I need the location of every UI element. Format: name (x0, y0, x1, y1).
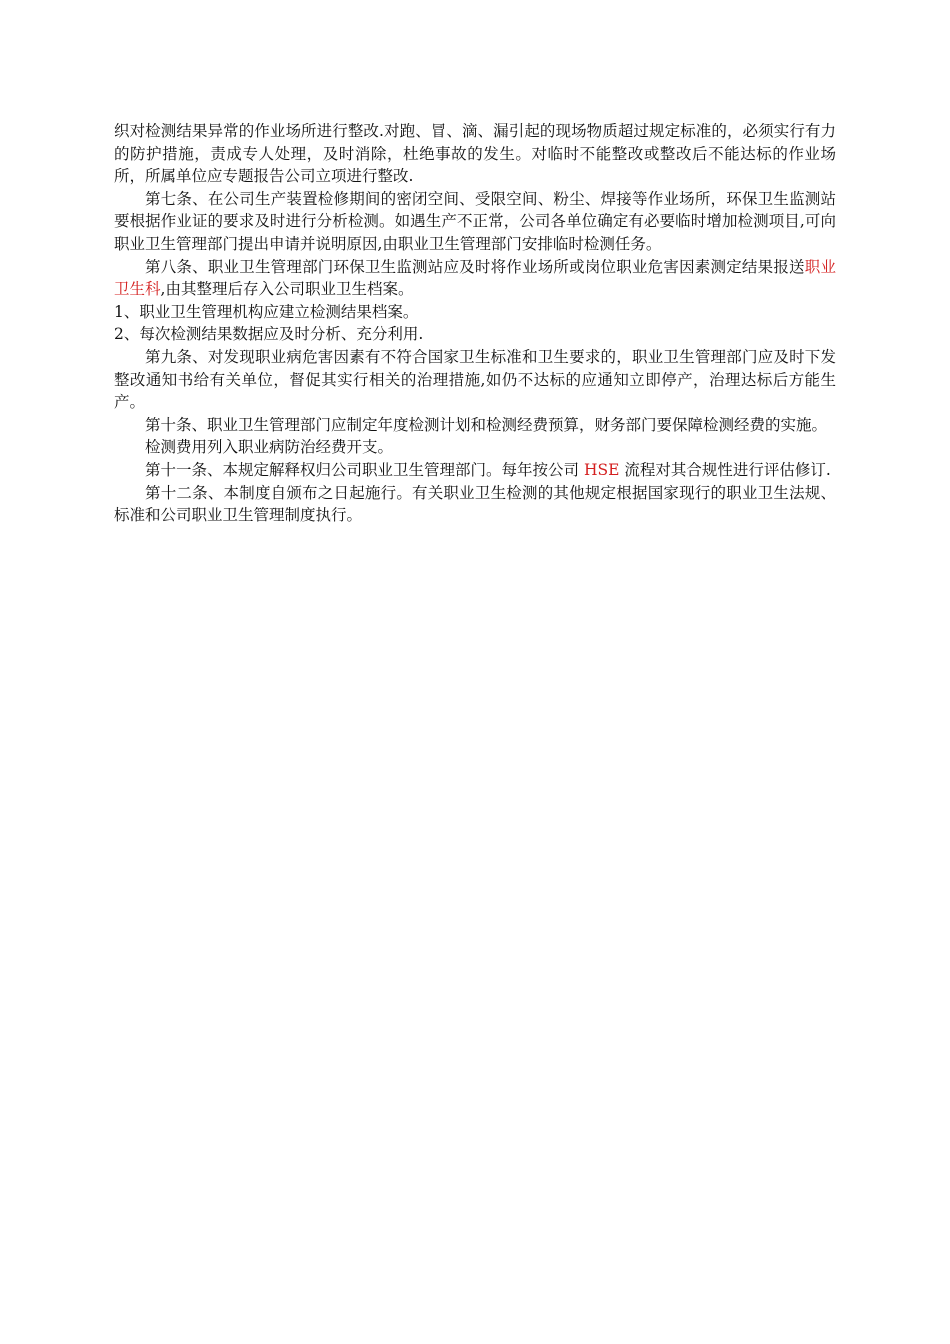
hse-highlight: HSE (583, 460, 620, 479)
article-10-note: 检测费用列入职业病防治经费开支。 (145, 438, 394, 457)
article-10: 第十条、职业卫生管理部门应制定年度检测计划和检测经费预算，财务部门要保障检测经费的实施。 (145, 415, 828, 434)
article-8-text-b: ,由其整理后存入公司职业卫生档案。 (160, 280, 414, 299)
article-8-text-a: 第八条、职业卫生管理部门环保卫生监测站应及时将作业场所或岗位职业危害因素测定结果报送 (145, 257, 805, 276)
document-body (114, 120, 836, 527)
article-11-text-a: 第十一条、本规定解释权归公司职业卫生管理部门。每年按公司 (145, 460, 584, 479)
article-8-item-1: 1、职业卫生管理机构应建立检测结果档案。 (114, 302, 419, 321)
article-11-text-b: 流程对其合规性进行评估修订. (619, 460, 831, 479)
article-7: 第七条、在公司生产装置检修期间的密闭空间、受限空间、粉尘、焊接等作业场所，环保卫生监测站要根据作业证的要求及时进行分析检测。如遇生产不正常，公司各单位确定有必要临时增加检测项目,可向职业卫生管理部门提出申请并说明原因,由职业卫生管理部门安排临时检测任务。 (114, 189, 836, 253)
article-9: 第九条、对发现职业病危害因素有不符合国家卫生标准和卫生要求的，职业卫生管理部门应及时下发整改通知书给有关单位，督促其实行相关的治理措施,如仍不达标的应通知立即停产，治理达标后方能生产。 (114, 347, 836, 412)
article-12: 第十二条、本制度自颁布之日起施行。有关职业卫生检测的其他规定根据国家现行的职业卫生法规、标准和公司职业卫生管理制度执行。 (114, 483, 836, 525)
article-11 (114, 459, 836, 482)
article-8 (114, 256, 836, 301)
article-8-item-2: 2、每次检测结果数据应及时分析、充分利用. (114, 325, 424, 344)
occupational-health-section-highlight: 职业卫生科 (114, 257, 836, 299)
paragraph-continuation: 织对检测结果异常的作业场所进行整改.对跑、冒、滴、漏引起的现场物质超过规定标准的，必须实行有力的防护措施，责成专人处理，及时消除，杜绝事故的发生。对临时不能整改或整改后不能达标的作业场所，所属单位应专题报告公司立项进行整改. (114, 122, 836, 186)
